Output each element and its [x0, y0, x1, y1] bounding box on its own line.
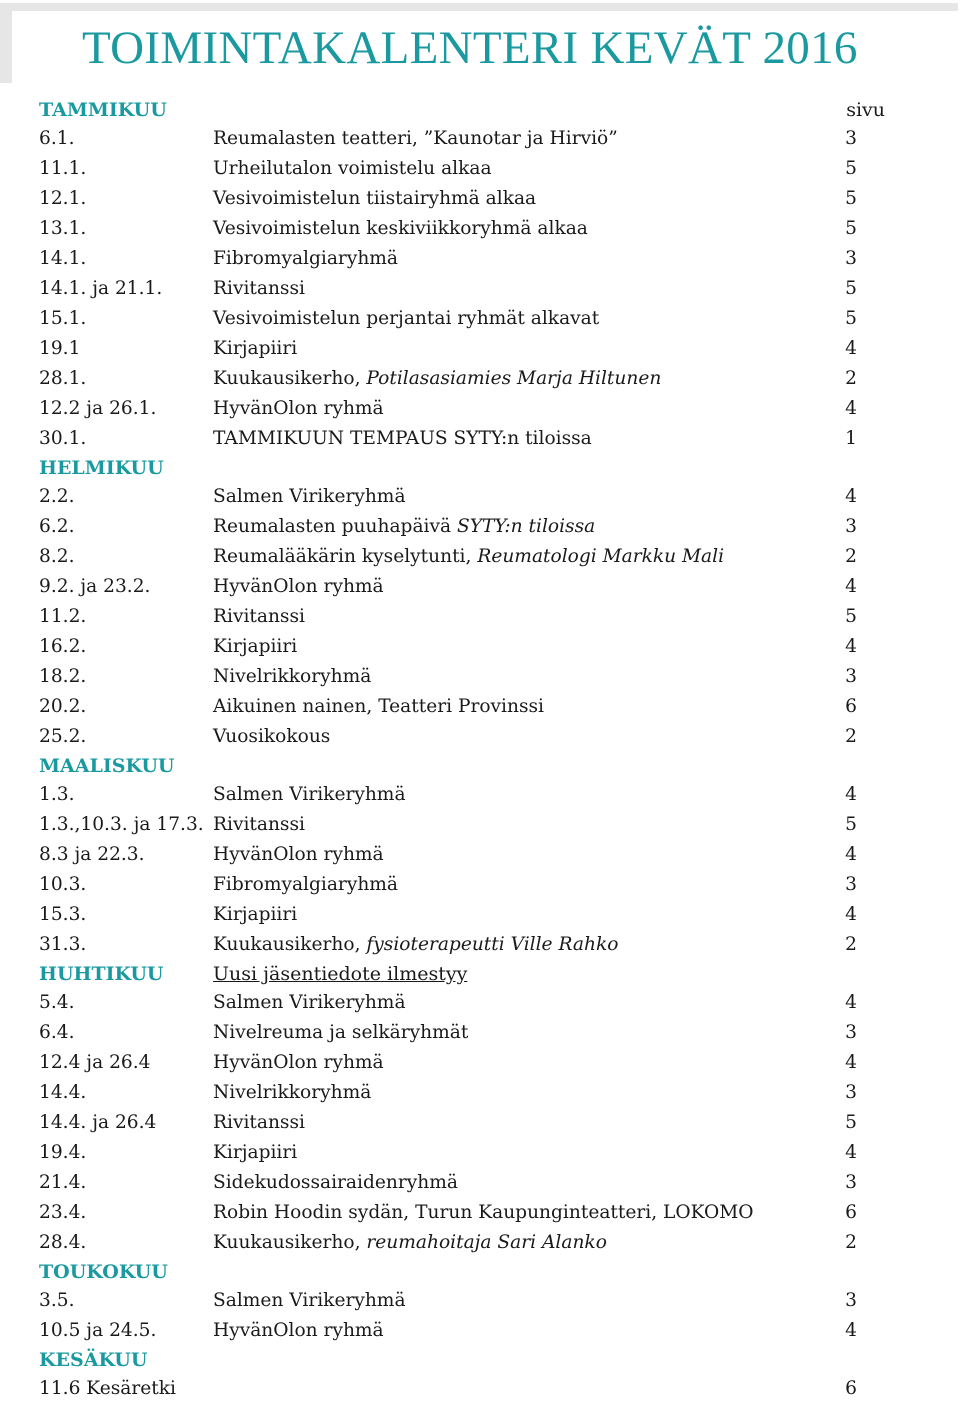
event-title: [213, 1198, 754, 1228]
event-page: 3: [845, 1082, 857, 1103]
event-page: 4: [845, 904, 857, 925]
event-title: [213, 364, 661, 394]
event-page: 5: [845, 308, 857, 329]
event-title: [213, 930, 618, 960]
event-title: [213, 840, 384, 870]
event-text: Urheilutalon voimistelu alkaa: [213, 158, 492, 179]
event-text: Vesivoimistelun tiistairyhmä alkaa: [213, 188, 537, 209]
event-title: [213, 988, 406, 1018]
event-date: 28.1.: [39, 368, 87, 389]
event-text-italic: fysioterapeutti Ville Rahko: [366, 934, 619, 955]
event-title: [213, 1316, 384, 1346]
event-row: [39, 1018, 919, 1048]
event-page: 4: [845, 398, 857, 419]
event-date: 16.2.: [39, 636, 87, 657]
event-row: [39, 482, 919, 512]
event-title: [213, 512, 595, 542]
event-text: HyvänOlon ryhmä: [213, 1052, 384, 1073]
event-row: [39, 632, 919, 662]
event-date: 3.5.: [39, 1290, 75, 1311]
event-page: 2: [845, 546, 857, 567]
event-date: 21.4.: [39, 1172, 87, 1193]
event-title: [213, 184, 536, 214]
event-date: 25.2.: [39, 726, 87, 747]
event-text: Rivitanssi: [213, 278, 305, 299]
event-text: HyvänOlon ryhmä: [213, 1320, 384, 1341]
month-heading: [39, 752, 919, 780]
event-row: [39, 304, 919, 334]
event-date: 10.5 ja 24.5.: [39, 1320, 157, 1341]
event-text-italic: SYTY:n tiloissa: [456, 516, 596, 537]
event-row: [39, 1108, 919, 1138]
event-title: [213, 780, 406, 810]
event-row: [39, 900, 919, 930]
event-text-italic: reumahoitaja Sari Alanko: [366, 1232, 607, 1253]
event-page: 3: [845, 248, 857, 269]
event-date: 1.3.,10.3. ja 17.3.: [39, 814, 204, 835]
event-title: [213, 1168, 458, 1198]
event-page: 2: [845, 934, 857, 955]
event-text: Salmen Virikeryhmä: [213, 1290, 406, 1311]
event-text: Fibromyalgiaryhmä: [213, 248, 399, 269]
event-title: [213, 304, 599, 334]
event-row: [39, 1374, 919, 1404]
event-page: 5: [845, 814, 857, 835]
event-page: 3: [845, 1022, 857, 1043]
event-page: 1: [845, 428, 857, 449]
event-row: [39, 1316, 919, 1346]
event-page: 3: [845, 666, 857, 687]
event-page: 5: [845, 606, 857, 627]
page-title: TOIMINTAKALENTERI KEVÄT 2016: [82, 22, 858, 74]
page-column-label: sivu: [846, 99, 885, 121]
event-title: [213, 900, 297, 930]
month-heading: [39, 454, 919, 482]
month-name: TAMMIKUU: [39, 99, 167, 121]
event-date: 1.3.: [39, 784, 75, 805]
event-row: [39, 542, 919, 572]
event-title: [213, 810, 305, 840]
event-page: 4: [845, 338, 857, 359]
event-row: [39, 1138, 919, 1168]
event-date: 12.1.: [39, 188, 87, 209]
event-date: 12.2 ja 26.1.: [39, 398, 157, 419]
event-row: [39, 988, 919, 1018]
event-text: Vesivoimistelun keskiviikkoryhmä alkaa: [213, 218, 588, 239]
event-row: [39, 364, 919, 394]
event-page: 5: [845, 188, 857, 209]
event-text: Reumalasten teatteri, ”Kaunotar ja Hirviö”: [213, 128, 618, 149]
event-page: 6: [845, 1202, 857, 1223]
month-name: KESÄKUU: [39, 1349, 148, 1371]
event-date: 10.3.: [39, 874, 87, 895]
event-row: [39, 214, 919, 244]
event-title: [213, 244, 398, 274]
event-row: [39, 722, 919, 752]
event-page: 6: [845, 696, 857, 717]
event-title: [213, 1138, 297, 1168]
event-text: Nivelrikkoryhmä: [213, 666, 372, 687]
event-title: [213, 572, 384, 602]
event-date: 15.3.: [39, 904, 87, 925]
event-page: 4: [845, 1142, 857, 1163]
event-text: Kirjapiiri: [213, 1142, 298, 1163]
event-text: Kirjapiiri: [213, 338, 298, 359]
event-title: [213, 722, 330, 752]
event-title: [213, 1286, 406, 1316]
event-title: [213, 602, 305, 632]
event-page: 3: [845, 874, 857, 895]
event-row: [39, 154, 919, 184]
event-title: [213, 482, 406, 512]
month-heading: [39, 1258, 919, 1286]
event-row: [39, 184, 919, 214]
event-date: 14.4.: [39, 1082, 87, 1103]
event-page: 2: [845, 726, 857, 747]
event-text: Reumalääkärin kyselytunti,: [213, 546, 478, 567]
event-page: 4: [845, 1320, 857, 1341]
event-text: Fibromyalgiaryhmä: [213, 874, 399, 895]
event-page: 4: [845, 784, 857, 805]
event-text: HyvänOlon ryhmä: [213, 398, 384, 419]
event-row: [39, 424, 919, 454]
event-text: Kuukausikerho,: [213, 368, 367, 389]
event-row: [39, 1286, 919, 1316]
event-text: Nivelreuma ja selkäryhmät: [213, 1022, 469, 1043]
event-title: [213, 274, 305, 304]
event-text: Kuukausikerho,: [213, 934, 367, 955]
event-date: 11.1.: [39, 158, 87, 179]
event-page: 4: [845, 1052, 857, 1073]
event-text: Salmen Virikeryhmä: [213, 992, 406, 1013]
event-date: 8.2.: [39, 546, 75, 567]
event-title: [213, 214, 588, 244]
event-text: Sidekudossairaidenryhmä: [213, 1172, 458, 1193]
event-date: 6.2.: [39, 516, 75, 537]
activity-calendar: [39, 96, 919, 1404]
event-row: [39, 930, 919, 960]
month-note: Uusi jäsentiedote ilmestyy: [213, 963, 468, 985]
event-title: [213, 394, 384, 424]
event-page: 4: [845, 992, 857, 1013]
event-page: 6: [845, 1378, 857, 1399]
event-text: Salmen Virikeryhmä: [213, 784, 406, 805]
event-row: [39, 602, 919, 632]
event-title: [213, 662, 371, 692]
event-row: [39, 840, 919, 870]
event-text: Rivitanssi: [213, 1112, 305, 1133]
event-title: [213, 124, 618, 154]
month-name: HELMIKUU: [39, 457, 164, 479]
event-row: [39, 1078, 919, 1108]
event-text: TAMMIKUUN TEMPAUS SYTY:n tiloissa: [213, 428, 592, 449]
event-row: [39, 274, 919, 304]
header-rule: [0, 3, 958, 11]
event-text-italic: Reumatologi Markku Mali: [477, 546, 725, 567]
event-date: 18.2.: [39, 666, 87, 687]
event-date: 6.1.: [39, 128, 75, 149]
event-row: [39, 512, 919, 542]
event-title: [213, 1228, 607, 1258]
event-date: 13.1.: [39, 218, 87, 239]
event-row: [39, 1228, 919, 1258]
event-page: 3: [845, 1172, 857, 1193]
event-date: 9.2. ja 23.2.: [39, 576, 151, 597]
event-row: [39, 1168, 919, 1198]
event-date: 19.1: [39, 338, 81, 359]
event-date: 14.1.: [39, 248, 87, 269]
event-page: 4: [845, 486, 857, 507]
event-date: 8.3 ja 22.3.: [39, 844, 145, 865]
event-row: [39, 810, 919, 840]
event-title: [213, 692, 544, 722]
month-name: TOUKOKUU: [39, 1261, 168, 1283]
event-page: 2: [845, 368, 857, 389]
event-page: 3: [845, 128, 857, 149]
event-title: [213, 154, 492, 184]
event-text: Kuukausikerho,: [213, 1232, 367, 1253]
event-date: 14.4. ja 26.4: [39, 1112, 157, 1133]
month-name: HUHTIKUU: [39, 963, 164, 985]
event-date: 12.4 ja 26.4: [39, 1052, 151, 1073]
event-date: 6.4.: [39, 1022, 75, 1043]
event-page: 3: [845, 516, 857, 537]
event-row: [39, 692, 919, 722]
month-heading: [39, 1346, 919, 1374]
event-text: Aikuinen nainen, Teatteri Provinssi: [213, 696, 545, 717]
event-text: HyvänOlon ryhmä: [213, 576, 384, 597]
event-row: [39, 124, 919, 154]
event-row: [39, 394, 919, 424]
event-page: 4: [845, 636, 857, 657]
event-title: [213, 1078, 371, 1108]
event-row: [39, 662, 919, 692]
event-title: [213, 424, 592, 454]
event-text: Rivitanssi: [213, 814, 305, 835]
event-row: [39, 1048, 919, 1078]
event-row: [39, 780, 919, 810]
event-page: 4: [845, 844, 857, 865]
event-page: 4: [845, 576, 857, 597]
month-name: MAALISKUU: [39, 755, 175, 777]
event-date: 30.1.: [39, 428, 87, 449]
event-row: [39, 870, 919, 900]
event-date: 28.4.: [39, 1232, 87, 1253]
event-title: [213, 334, 297, 364]
event-row: [39, 334, 919, 364]
event-text: Vuosikokous: [213, 726, 331, 747]
event-page: 5: [845, 218, 857, 239]
event-text: Reumalasten puuhapäivä: [213, 516, 457, 537]
event-page: 5: [845, 158, 857, 179]
event-text: Nivelrikkoryhmä: [213, 1082, 372, 1103]
event-date: 31.3.: [39, 934, 87, 955]
event-date: 20.2.: [39, 696, 87, 717]
event-text: Vesivoimistelun perjantai ryhmät alkavat: [213, 308, 600, 329]
event-text: HyvänOlon ryhmä: [213, 844, 384, 865]
event-text-italic: Potilasasiamies Marja Hiltunen: [366, 368, 662, 389]
event-title: [213, 1018, 468, 1048]
event-date: 5.4.: [39, 992, 75, 1013]
event-title: [213, 632, 297, 662]
event-text: Kirjapiiri: [213, 904, 298, 925]
event-text: Kirjapiiri: [213, 636, 298, 657]
event-title: [213, 1048, 384, 1078]
event-date: 14.1. ja 21.1.: [39, 278, 163, 299]
event-row: [39, 1198, 919, 1228]
event-page: 5: [845, 1112, 857, 1133]
event-date: 2.2.: [39, 486, 75, 507]
event-row: [39, 572, 919, 602]
event-title: [213, 1108, 305, 1138]
month-heading: [39, 96, 919, 124]
event-date: 23.4.: [39, 1202, 87, 1223]
event-text: Salmen Virikeryhmä: [213, 486, 406, 507]
event-date: 11.2.: [39, 606, 87, 627]
event-date: 19.4.: [39, 1142, 87, 1163]
event-title: [213, 870, 398, 900]
header-rule-side: [0, 3, 12, 83]
event-title: [213, 542, 724, 572]
event-page: 5: [845, 278, 857, 299]
event-page: 2: [845, 1232, 857, 1253]
event-text: Rivitanssi: [213, 606, 305, 627]
event-date: 11.6 Kesäretki: [39, 1378, 176, 1399]
event-page: 3: [845, 1290, 857, 1311]
event-row: [39, 244, 919, 274]
event-text: Robin Hoodin sydän, Turun Kaupunginteatteri, LOKOMO: [213, 1202, 754, 1223]
event-date: 15.1.: [39, 308, 87, 329]
month-heading: [39, 960, 919, 988]
